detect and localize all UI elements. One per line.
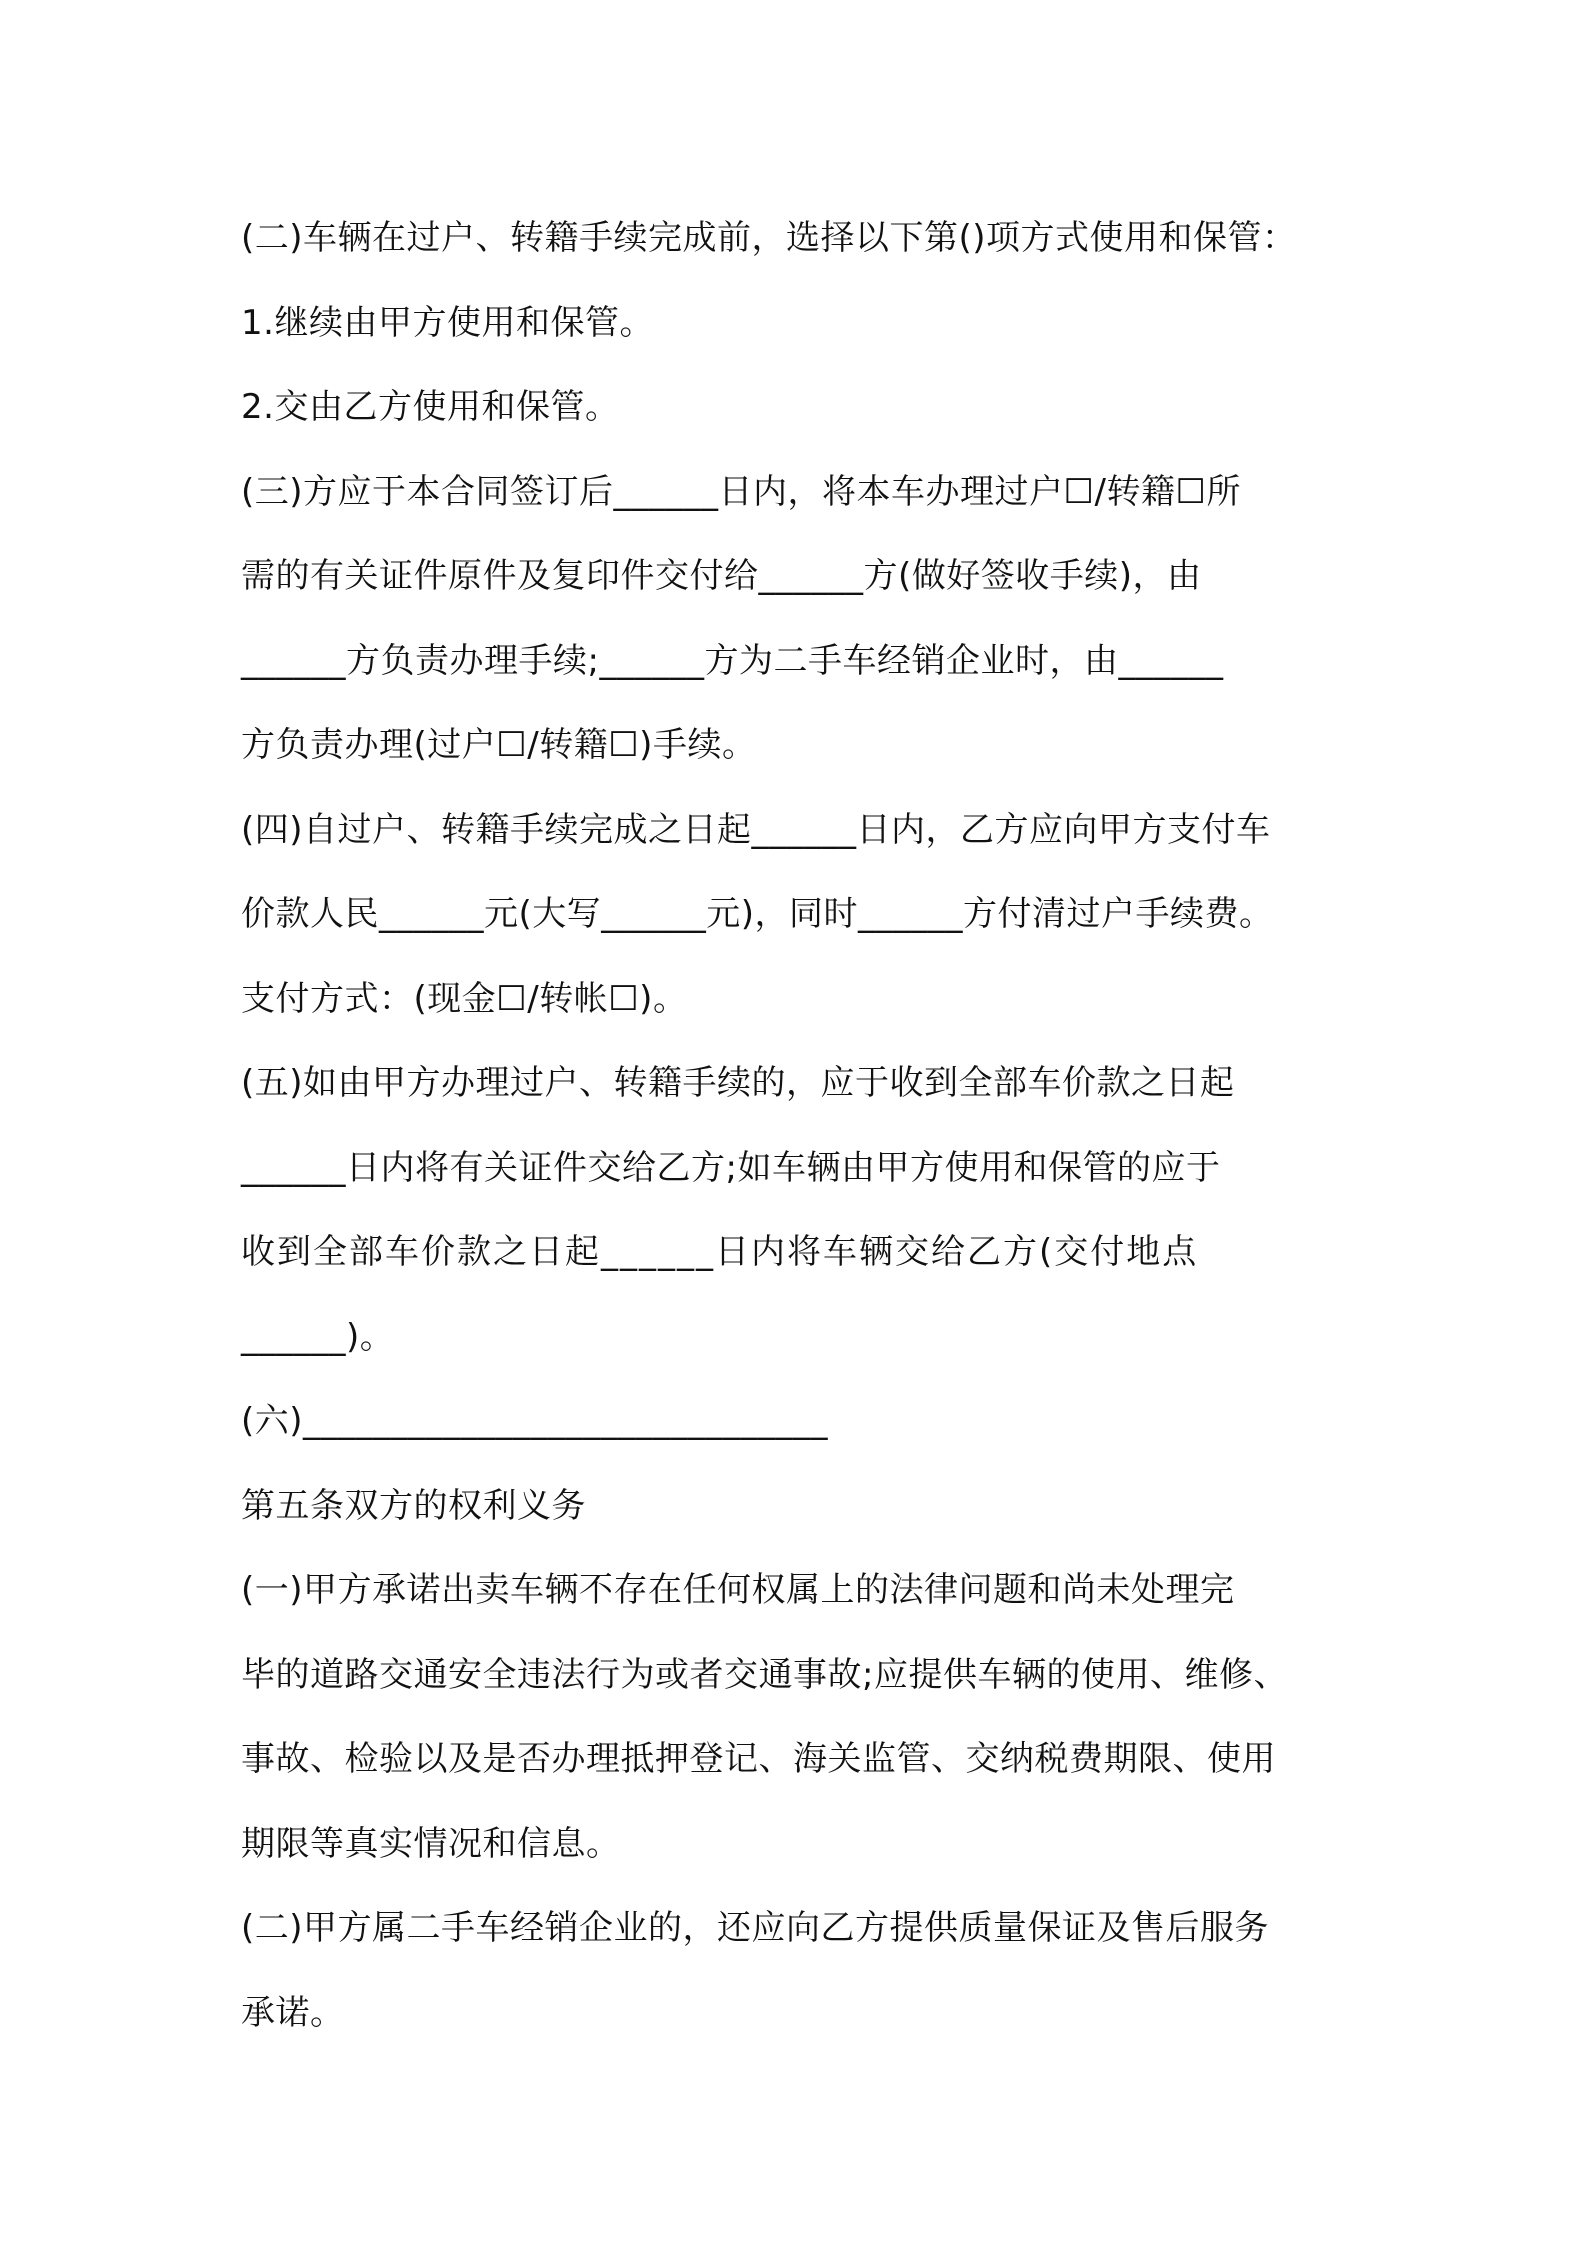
- text-line: ______日内将有关证件交给乙方;如车辆由甲方使用和保管的应于: [241, 1147, 1221, 1188]
- text-line: (二)甲方属二手车经销企业的，还应向乙方提供质量保证及售后服务: [241, 1908, 1270, 1948]
- text-line: 1.继续由甲方使用和保管。: [241, 302, 654, 343]
- text-line: (三)方应于本合同签订后______日内，将本车办理过户☐/转籍☐所: [241, 471, 1241, 512]
- section-heading: 第五条双方的权利义务: [241, 1485, 586, 1526]
- text-line: (二)车辆在过户、转籍手续完成前，选择以下第()项方式使用和保管：: [241, 218, 1297, 258]
- text-line: (五)如由甲方办理过户、转籍手续的，应于收到全部车价款之日起: [241, 1063, 1235, 1103]
- text-line: 事故、检验以及是否办理抵押登记、海关监管、交纳税费期限、使用: [241, 1739, 1276, 1779]
- text-line: (一)甲方承诺出卖车辆不存在任何权属上的法律问题和尚未处理完: [241, 1570, 1235, 1610]
- text-line: 2.交由乙方使用和保管。: [241, 387, 620, 427]
- text-line: 毕的道路交通安全违法行为或者交通事故;应提供车辆的使用、维修、: [241, 1654, 1288, 1695]
- text-line: (四)自过户、转籍手续完成之日起______日内，乙方应向甲方支付车: [241, 809, 1271, 850]
- text-line: ______)。: [241, 1316, 395, 1357]
- text-line: 支付方式：(现金☐/转帐☐)。: [241, 978, 688, 1019]
- text-line: 需的有关证件原件及复印件交付给______方(做好签收手续)，由: [241, 556, 1202, 596]
- contract-text: [241, 196, 1391, 2055]
- text-line: 期限等真实情况和信息。: [241, 1823, 621, 1864]
- text-line: 价款人民______元(大写______元)，同时______方付清过户手续费。: [241, 894, 1274, 934]
- text-line: ______方负责办理手续;______方为二手车经销企业时，由______: [241, 640, 1224, 681]
- text-line: 方负责办理(过户☐/转籍☐)手续。: [241, 725, 757, 765]
- text-line: 收到全部车价款之日起______日内将车辆交给乙方(交付地点: [241, 1232, 1199, 1272]
- text-line: 承诺。: [241, 1992, 345, 2033]
- text-line: (六)______________________________: [241, 1401, 829, 1441]
